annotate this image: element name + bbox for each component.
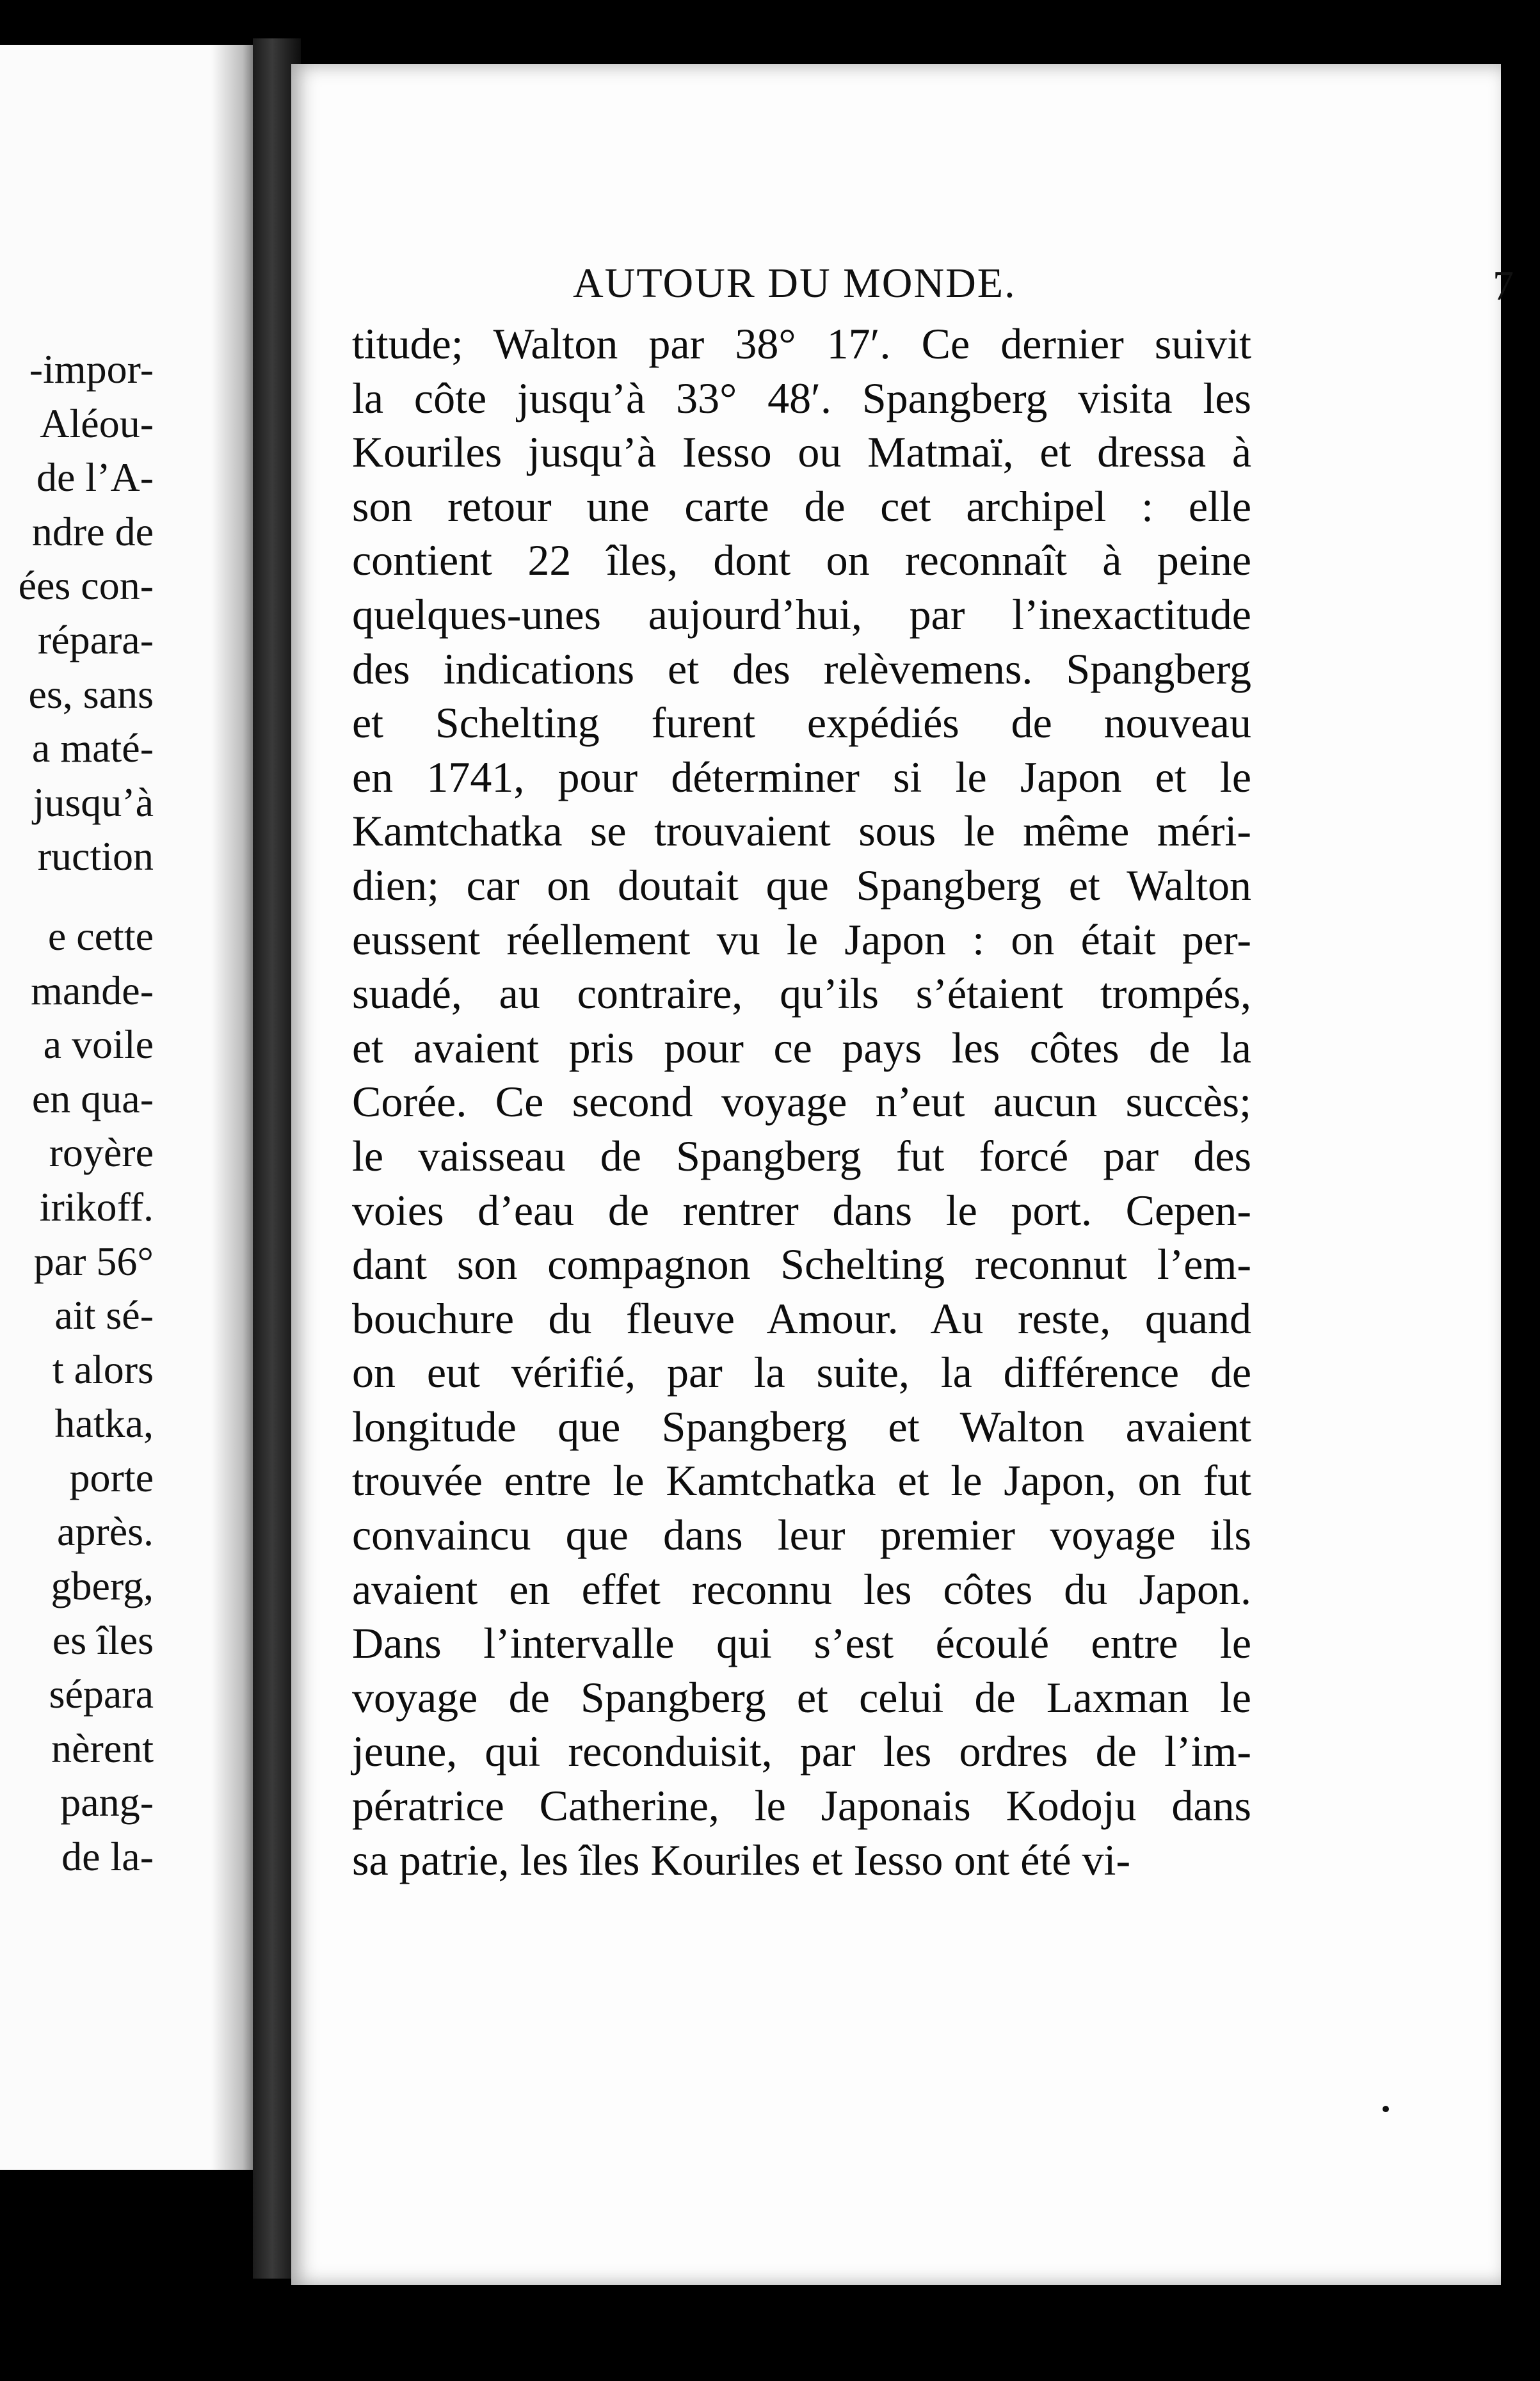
text-line: de la- [61, 1834, 154, 1880]
text-line: irikoff. [39, 1183, 154, 1230]
previous-page-text [0, 342, 154, 1884]
text-line: après. [56, 1509, 154, 1555]
text-line: bouchure du fleuve Amour. Au reste, quand [352, 1294, 1251, 1343]
text-line: ait sé- [54, 1292, 154, 1338]
text-line: jusqu’à [33, 779, 154, 825]
text-line: hatka, [54, 1400, 154, 1447]
text-line: dien; car on doutait que Spangberg et Walton [352, 860, 1251, 910]
text-line: porte [69, 1454, 154, 1500]
text-line: et Schelting furent expédiés de nouveau [352, 698, 1251, 748]
text-line: le vaisseau de Spangberg fut forcé par des [352, 1131, 1251, 1180]
text-line: dant son compagnon Schelting reconnut l’em- [352, 1240, 1251, 1289]
text-line: voyage de Spangberg et celui de Laxman le [352, 1672, 1251, 1722]
text-line: eussent réellement vu le Japon : on était per- [352, 915, 1251, 964]
text-line: pératrice Catherine, le Japonais Kodoju dans [352, 1781, 1251, 1831]
text-line: Kouriles jusqu’à Iesso ou Matmaï, et dressa à [352, 428, 1251, 477]
text-line: es, sans [28, 671, 154, 717]
text-line: jeune, qui reconduisit, par les ordres de l’im- [352, 1727, 1251, 1776]
text-line: son retour une carte de cet archipel : elle [352, 481, 1251, 531]
text-line: et avaient pris pour ce pays les côtes de la [352, 1023, 1251, 1072]
text-line: a voile [43, 1022, 154, 1068]
text-line: convaincu que dans leur premier voyage ils [352, 1511, 1251, 1560]
text-line: longitude que Spangberg et Walton avaient [352, 1402, 1251, 1451]
text-line: en qua- [31, 1075, 154, 1121]
text-line: gberg, [51, 1563, 154, 1609]
text-line: titude; Walton par 38° 17′. Ce dernier suivit [352, 319, 1251, 368]
text-line: répara- [37, 616, 154, 662]
text-line: avaient en effet reconnu les côtes du Japon. [352, 1564, 1251, 1614]
text-line: sa patrie, les îles Kouriles et Iesso ont été vi- [352, 1835, 1131, 1884]
text-line: pang- [60, 1779, 154, 1825]
page-number: 7 [1493, 262, 1514, 309]
text-line: nèrent [51, 1725, 154, 1771]
text-line: ruction [37, 833, 154, 879]
text-line: la côte jusqu’à 33° 48′. Spangberg visita les [352, 373, 1251, 422]
text-line: des indications et des relèvemens. Spangberg [352, 644, 1251, 693]
body-text [352, 317, 1251, 1887]
book-page [291, 64, 1514, 2285]
text-line: -impor- [29, 346, 154, 392]
text-line: Kamtchatka se trouvaient sous le même méri- [352, 806, 1251, 856]
text-line: trouvée entre le Kamtchatka et le Japon, on fut [352, 1456, 1251, 1505]
text-line: t alors [52, 1346, 154, 1392]
text-line: a maté- [31, 725, 154, 771]
text-line: mande- [31, 967, 154, 1013]
previous-page-fragment [0, 45, 256, 2170]
text-line: par 56° [33, 1238, 154, 1284]
text-line: Corée. Ce second voyage n’eut aucun succès; [352, 1077, 1251, 1126]
text-line: contient 22 îles, dont on reconnaît à peine [352, 536, 1251, 585]
text-line: e cette [47, 913, 154, 959]
text-line: quelques-unes aujourd’hui, par l’inexactitude [352, 589, 1251, 639]
text-line: suadé, au contraire, qu’ils s’étaient trompés, [352, 969, 1251, 1018]
text-line: sépara [49, 1671, 154, 1717]
text-line: on eut vérifié, par la suite, la différence de [352, 1348, 1251, 1397]
text-line: voies d’eau de rentrer dans le port. Cepen- [352, 1185, 1251, 1235]
text-line: es îles [52, 1617, 154, 1663]
left-gutter-shadow [211, 45, 256, 2170]
running-head [573, 259, 1514, 317]
text-line: de l’A- [36, 454, 154, 501]
running-title: AUTOUR DU MONDE. [573, 260, 1016, 307]
text-line: royère [49, 1130, 154, 1176]
text-line: en 1741, pour déterminer si le Japon et le [352, 752, 1251, 801]
scan-speck [1383, 2106, 1389, 2112]
text-line: Aléou- [40, 400, 154, 446]
text-line: Dans l’intervalle qui s’est écoulé entre le [352, 1619, 1251, 1668]
text-line: ées con- [18, 563, 154, 609]
text-line: ndre de [31, 508, 154, 554]
